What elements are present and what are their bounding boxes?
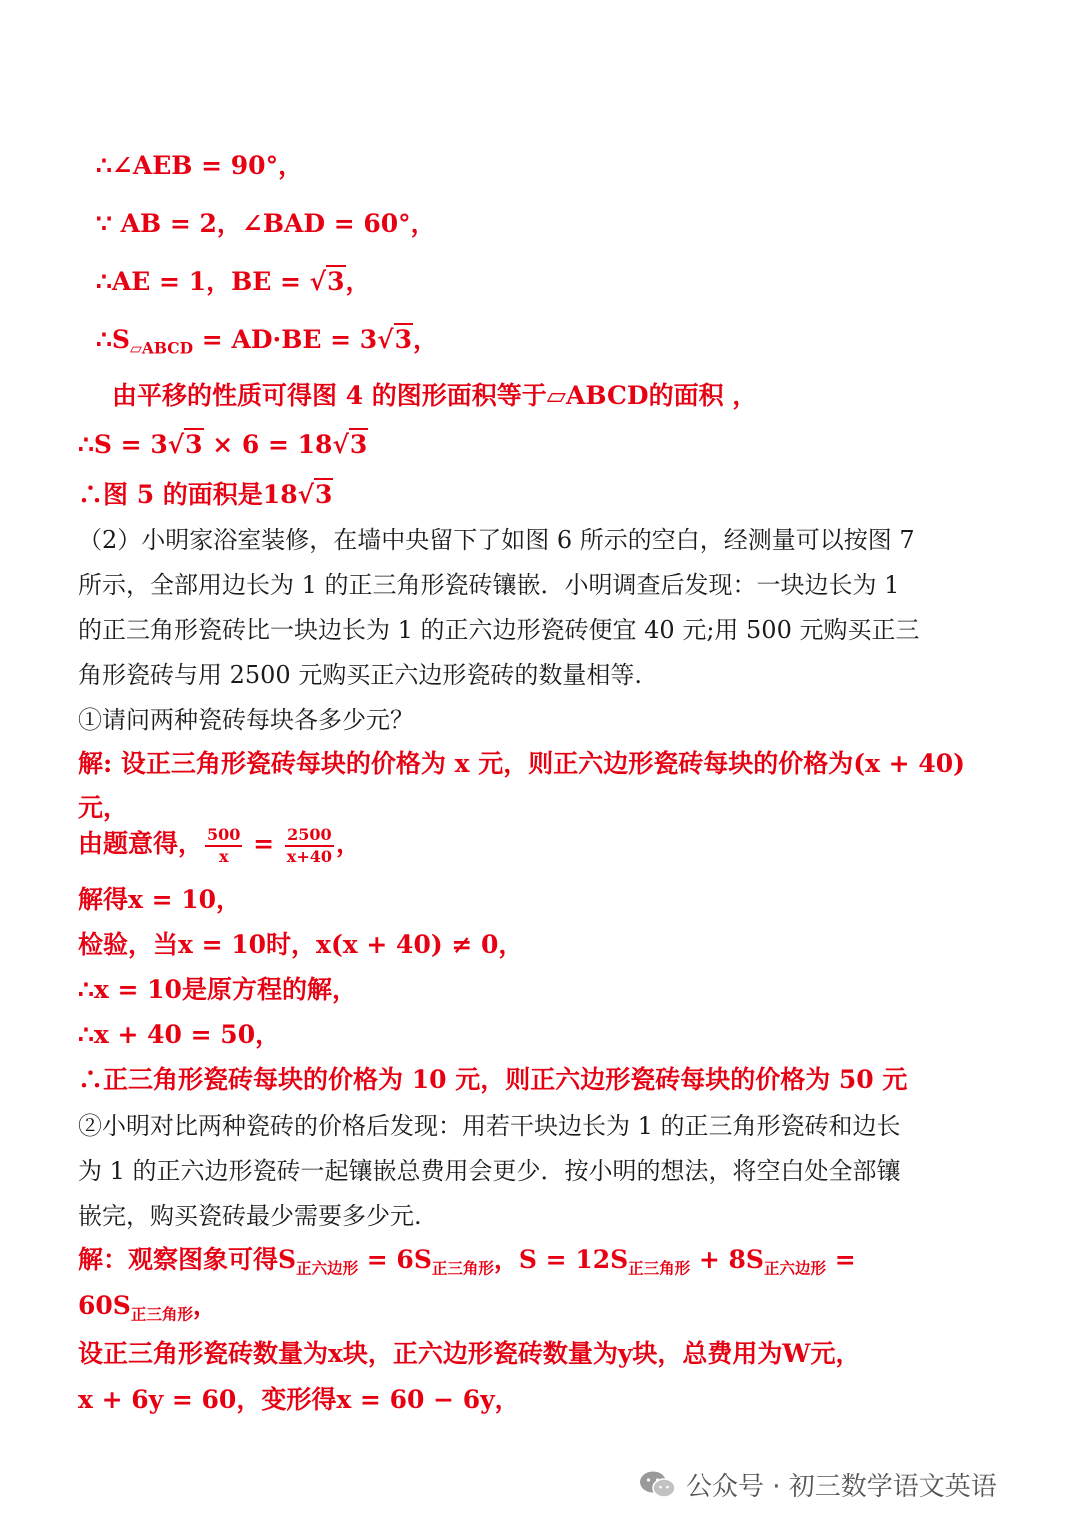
step-angle-aeb: ∴∠AEB = 90°， <box>96 151 304 180</box>
solution-1-equation: 由题意得， $\frac{500}{x}$ = $\frac{2500}{x+40}$ ， <box>78 824 362 866</box>
question-2-line-2: 为 1 的正六边形瓷砖一起镶嵌总费用会更少．按小明的想法，将空白处全部镶 <box>78 1157 901 1185</box>
solution-1-x40: ∴x + 40 = 50， <box>78 1020 281 1049</box>
watermark <box>638 1466 997 1503</box>
problem-2-line-3: 的正三角形瓷砖比一块边长为 1 的正六边形瓷砖便宜 40 元;用 500 元购买正三 <box>78 616 920 644</box>
solution-2-line-3: 设正三角形瓷砖数量为x块，正六边形瓷砖数量为y块，总费用为W元， <box>78 1339 861 1368</box>
step-area-s: ∴S = 3√3 × 6 = 18√3 <box>78 430 368 459</box>
solution-1-line-1: 解: 设正三角形瓷砖每块的价格为 x 元，则正六边形瓷砖每块的价格为(x + 40) <box>78 749 965 778</box>
solution-1-solve: 解得x = 10， <box>78 885 242 914</box>
wechat-icon <box>638 1469 678 1501</box>
solution-2-line-4: x + 6y = 60，变形得x = 60 − 6y， <box>78 1385 520 1414</box>
step-area-parallelogram: $\therefore S_{▱ABCD} = AD\cdot BE = 3√3$， <box>96 325 439 358</box>
problem-2-line-4: 角形瓷砖与用 2500 元购买正六边形瓷砖的数量相等. <box>78 661 642 689</box>
fraction-2500-x40: $\frac{2500}{x+40}$ <box>286 824 332 866</box>
problem-2-line-1: （2）小明家浴室装修，在墙中央留下了如图 6 所示的空白，经测量可以按图 7 <box>78 526 915 554</box>
solution-1-conclusion: ∴正三角形瓷砖每块的价格为 10 元，则正六边形瓷砖每块的价格为 50 元 <box>78 1065 908 1094</box>
step-ae-be: ∴AE = 1，BE = √3， <box>96 267 371 296</box>
solution-1-check: 检验，当x = 10时，x(x + 40) ≠ 0， <box>78 930 524 959</box>
step-translation: 由平移的性质可得图 4 的图形面积等于▱ABCD的面积 ， <box>112 381 758 410</box>
solution-2-line-2: $60S_{正三角形}$， <box>78 1291 218 1324</box>
question-2-line-1: ②小明对比两种瓷砖的价格后发现：用若干块边长为 1 的正三角形瓷砖和边长 <box>78 1112 901 1140</box>
problem-2-line-2: 所示，全部用边长为 1 的正三角形瓷砖镶嵌．小明调查后发现：一块边长为 1 <box>78 571 900 599</box>
watermark-text: 公众号 · 初三数学语文英语 <box>686 1472 997 1502</box>
step-figure5-area: ∴图 5 的面积是18√3 <box>78 480 333 509</box>
solution-2-line-1: 解：观察图象可得$S_{正六边形} = 6S_{正三角形}$，$S = 12S_{正三角形} + 8S_{正六边形}$ = <box>78 1245 856 1278</box>
solution-1-root: ∴x = 10是原方程的解， <box>78 975 357 1004</box>
question-1: ①请问两种瓷砖每块各多少元？ <box>78 706 414 734</box>
solution-1-line-2: 元， <box>78 793 129 822</box>
question-2-line-3: 嵌完，购买瓷砖最少需要多少元. <box>78 1202 422 1230</box>
fraction-500-x: $\frac{500}{x}$ <box>207 824 241 866</box>
step-given: ∵ AB = 2，∠BAD = 60°， <box>96 209 436 238</box>
